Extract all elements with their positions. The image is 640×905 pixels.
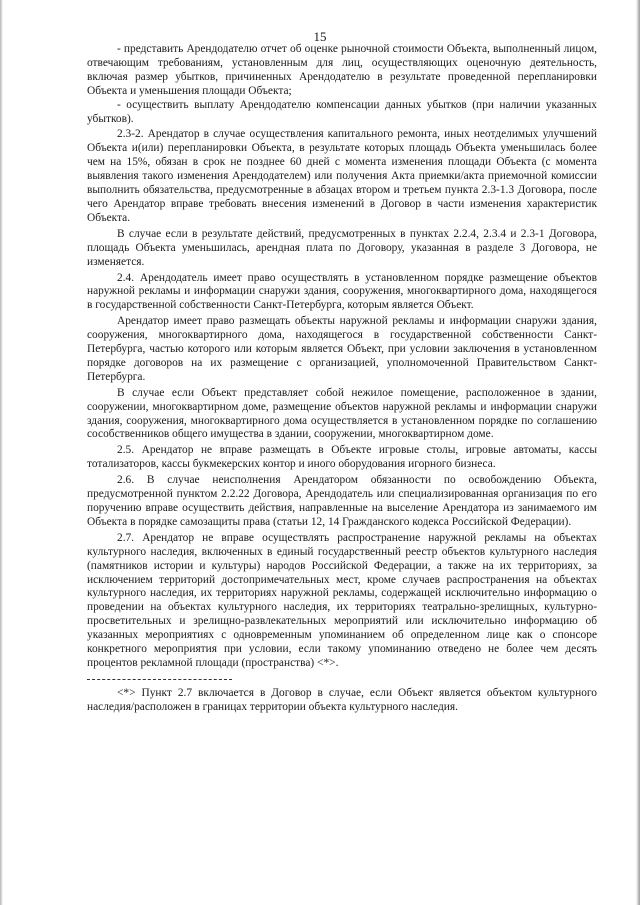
- footnote-separator: [87, 679, 232, 680]
- document-body: [87, 43, 597, 715]
- paragraph-clause-2-6: 2.6. В случае неисполнения Арендатором обязанности по освобождению Объекта, предусмотренной пунктом 2.2.22 Договора, Арендодатель или специализированная организация по его поручению вправе осуществить действия, направленные на выселение Арендатора из занимаемого им Объекта в порядке самозащиты права (статьи 12, 14 Гражданского кодекса Российской Федерации).: [87, 474, 597, 528]
- page-number: 15: [313, 29, 327, 44]
- paragraph-clause-2-5: 2.5. Арендатор не вправе размещать в Объекте игровые столы, игровые автоматы, кассы тотализаторов, кассы букмекерских контор и иного оборудования игорного бизнеса.: [87, 444, 597, 471]
- scan-edge-left: [0, 0, 3, 905]
- paragraph-nonresidential-premises: В случае если Объект представляет собой нежилое помещение, расположенное в здании, сооружении, многоквартирном доме, размещение объектов наружной рекламы и информации снаружи здания, сооружения, многоквартирного дома осуществляется в установленном порядке по соглашению сособственников общего имущества в здании, сооружении, многоквартирном доме.: [87, 386, 597, 441]
- paragraph-tenant-advertising: Арендатор имеет право размещать объекты наружной рекламы и информации снаружи здания, сооружения, многоквартирного дома, находящегося в государственной собственности Санкт-Петербурга, частью которого или которым является Объект, при условии заключения в установленном порядке договоров на их размещение с организацией, уполномоченной Правительством Санкт-Петербурга.: [87, 315, 597, 383]
- footnote-text: <*> Пункт 2.7 включается в Договор в случае, если Объект является объектом культурного наследия/расположен в границах территории объекта культурного наследия.: [87, 686, 597, 713]
- paragraph-compensation: - осуществить выплату Арендодателю компенсации данных убытков (при наличии указанных убытков).: [87, 98, 597, 125]
- paragraph-clause-2-4: 2.4. Арендодатель имеет право осуществлять в установленном порядке размещение объектов наружной рекламы и информации снаружи здания, сооружения, многоквартирного дома, находящегося в государственной собственности Санкт-Петербурга, которым является Объект.: [87, 271, 597, 312]
- scan-edge-right: [636, 0, 640, 905]
- paragraph-valuation-report: - представить Арендодателю отчет об оценке рыночной стоимости Объекта, выполненный лицом, отвечающим требованиям, установленным для лиц, осуществляющих оценочную деятельность, включая размер убытков, причиненных Арендодателю в результате проведенной перепланировки Объекта и уменьшения площади Объекта;: [87, 43, 597, 97]
- paragraph-clause-2-7: 2.7. Арендатор не вправе осуществлять распространение наружной рекламы на объектах культурного наследия, включенных в единый государственный реестр объектов культурного наследия (памятников истории и культуры) народов Российской Федерации, а также на их территориях, за исключением территорий достопримечательных мест, кроме случаев распространения на объектах культурного наследия, их территориях наружной рекламы, содержащей исключительно информацию о проведении на объектах культурного наследия, их территориях театрально-зрелищных, культурно-просветительных и зрелищно-развлекательных мероприятий или исключительно информацию об указанных мероприятиях с одновременным упоминанием об определенном лице как о спонсоре конкретного мероприятия при условии, если такому упоминанию отведено не более чем десять процентов рекламной площади (пространства) <*>.: [87, 531, 597, 669]
- paragraph-area-decrease: В случае если в результате действий, предусмотренных в пунктах 2.2.4, 2.3.4 и 2.3-1 Договора, площадь Объекта уменьшилась, арендная плата по Договору, указанная в разделе 3 Договора, не изменяется.: [87, 227, 597, 268]
- paragraph-clause-2-3-2: 2.3-2. Арендатор в случае осуществления капитального ремонта, иных неотделимых улучшений Объекта и(или) перепланировки Объекта, в результате которых площадь Объекта уменьшилась более чем на 15%, обязан в срок не позднее 60 дней с момента изменения площади Объекта (с момента выявления такого изменения Арендодателем) или получения Акта приемки/акта приемочной комиссии выполнить обязательства, предусмотренные в абзацах втором и третьем пункта 2.3-1.3 Договора, после чего Арендатор вправе требовать внесения изменений в Договор в части изменения характеристик Объекта.: [87, 128, 597, 224]
